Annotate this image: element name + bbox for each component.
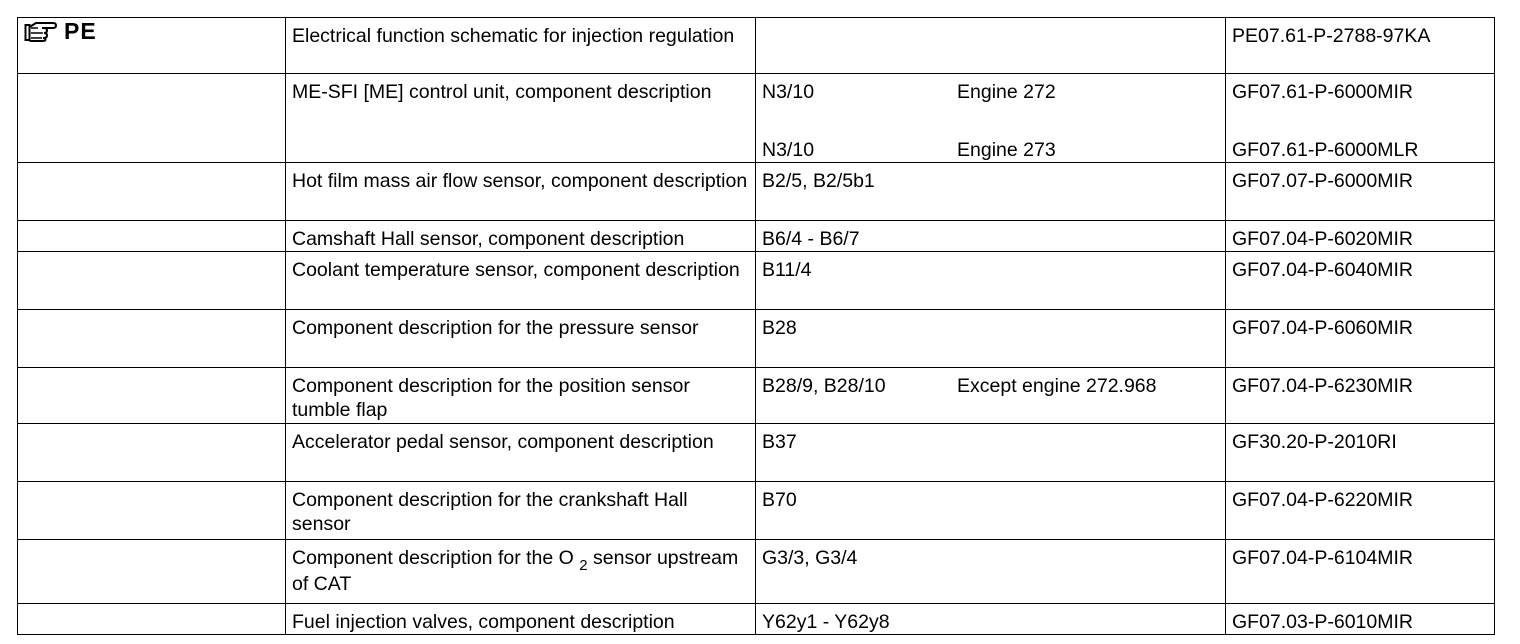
code-cell	[756, 424, 1226, 482]
table-row	[18, 74, 1495, 163]
code-cell	[756, 163, 1226, 221]
code-cell	[756, 540, 1226, 604]
doc-cell	[1226, 368, 1495, 424]
doc-reference: GF07.03-P-6010MIR	[1232, 611, 1413, 633]
component-code: B28/9, B28/10	[762, 375, 886, 397]
reference-table-body	[18, 18, 1495, 635]
tag-cell	[18, 368, 286, 424]
description-cell	[286, 252, 756, 310]
code-cell	[756, 482, 1226, 540]
doc-reference: GF07.04-P-6104MIR	[1232, 547, 1413, 569]
code-entry	[762, 138, 1219, 162]
code-cell	[756, 18, 1226, 74]
component-note	[957, 316, 1219, 340]
row-description: Fuel injection valves, component description	[292, 611, 675, 633]
component-note: Engine 272	[957, 81, 1056, 103]
description-cell	[286, 310, 756, 368]
component-note: Engine 273	[957, 139, 1056, 161]
component-code: B11/4	[762, 259, 812, 281]
component-note	[957, 488, 1219, 512]
code-entry	[762, 258, 1219, 282]
doc-reference: GF07.04-P-6020MIR	[1232, 228, 1413, 250]
tag-cell	[18, 252, 286, 310]
doc-cell	[1226, 74, 1495, 163]
description-text: Component description for the O	[292, 547, 574, 569]
code-entry	[762, 430, 1219, 454]
tag-cell	[18, 74, 286, 163]
doc-cell	[1226, 424, 1495, 482]
description-cell	[286, 540, 756, 604]
tag-cell	[18, 482, 286, 540]
doc-cell	[1226, 604, 1495, 635]
reference-table	[17, 17, 1495, 635]
doc-cell	[1226, 482, 1495, 540]
doc-reference: GF30.20-P-2010RI	[1232, 431, 1397, 453]
tag-cell	[18, 540, 286, 604]
table-row	[18, 482, 1495, 540]
code-entry	[762, 374, 1219, 398]
component-note: Except engine 272.968	[957, 375, 1157, 397]
doc-reference: PE07.61-P-2788-97KA	[1232, 25, 1431, 47]
row-description: Component description for the position sensor tumble flap	[292, 375, 690, 421]
component-code: N3/10	[762, 139, 815, 161]
doc-cell	[1226, 221, 1495, 252]
component-note	[957, 610, 1219, 634]
description-cell	[286, 221, 756, 252]
row-description: ME-SFI [ME] control unit, component description	[292, 81, 712, 103]
subscript-text: 2	[579, 557, 588, 574]
doc-reference: GF07.04-P-6220MIR	[1232, 489, 1413, 511]
code-entry	[762, 80, 1219, 104]
table-row	[18, 252, 1495, 310]
code-entry	[762, 546, 1219, 570]
doc-reference: GF07.04-P-6060MIR	[1232, 317, 1413, 339]
doc-reference: GF07.07-P-6000MIR	[1232, 170, 1413, 192]
component-code: B2/5, B2/5b1	[762, 170, 875, 192]
component-code: Y62y1 - Y62y8	[762, 611, 890, 633]
code-cell	[756, 252, 1226, 310]
tag-cell	[18, 424, 286, 482]
description-cell	[286, 424, 756, 482]
component-code: B70	[762, 489, 797, 511]
table-row	[18, 424, 1495, 482]
component-note	[957, 169, 1219, 193]
tag-cell	[18, 221, 286, 252]
code-cell	[756, 221, 1226, 252]
code-cell	[756, 74, 1226, 163]
doc-cell	[1226, 540, 1495, 604]
pointing-hand-icon	[24, 19, 58, 43]
row-description: Accelerator pedal sensor, component description	[292, 431, 714, 453]
code-cell	[756, 368, 1226, 424]
description-cell	[286, 74, 756, 163]
tag-cell	[18, 163, 286, 221]
table-row	[18, 310, 1495, 368]
row-description: Electrical function schematic for injection regulation	[292, 25, 735, 47]
doc-reference: GF07.04-P-6230MIR	[1232, 375, 1413, 397]
component-note	[957, 227, 1219, 251]
code-entry	[762, 169, 1219, 193]
doc-cell	[1226, 310, 1495, 368]
code-entry	[762, 488, 1219, 512]
table-row	[18, 368, 1495, 424]
description-cell	[286, 482, 756, 540]
tag-cell	[18, 310, 286, 368]
code-cell	[756, 310, 1226, 368]
doc-reference: GF07.61-P-6000MLR	[1232, 139, 1419, 161]
doc-cell	[1226, 18, 1495, 74]
description-cell	[286, 18, 756, 74]
code-cell	[756, 604, 1226, 635]
description-text: sensor upstream of CAT	[292, 547, 739, 595]
code-entry	[762, 610, 1219, 634]
component-note	[957, 430, 1219, 454]
tag-cell	[18, 604, 286, 635]
row-description	[292, 547, 738, 595]
row-description: Hot film mass air flow sensor, component description	[292, 170, 748, 192]
doc-cell	[1226, 163, 1495, 221]
tag-cell	[18, 18, 286, 74]
table-row	[18, 18, 1495, 74]
pe-tag-label: PE	[64, 18, 97, 44]
description-cell	[286, 163, 756, 221]
pe-tag	[24, 19, 279, 43]
code-entry	[762, 227, 1219, 251]
table-row	[18, 163, 1495, 221]
component-code: B28	[762, 317, 797, 339]
doc-reference: GF07.61-P-6000MIR	[1232, 81, 1413, 103]
component-code: G3/3, G3/4	[762, 547, 858, 569]
description-cell	[286, 604, 756, 635]
row-description: Camshaft Hall sensor, component description	[292, 228, 685, 250]
table-row	[18, 540, 1495, 604]
description-cell	[286, 368, 756, 424]
doc-cell	[1226, 252, 1495, 310]
component-code: B37	[762, 431, 797, 453]
component-note	[957, 546, 1219, 570]
component-code: B6/4 - B6/7	[762, 228, 860, 250]
table-row	[18, 221, 1495, 252]
component-code: N3/10	[762, 81, 815, 103]
table-row	[18, 604, 1495, 635]
component-note	[957, 258, 1219, 282]
row-description: Component description for the crankshaft Hall sensor	[292, 489, 688, 535]
doc-reference: GF07.04-P-6040MIR	[1232, 259, 1413, 281]
code-entry	[762, 316, 1219, 340]
row-description: Component description for the pressure sensor	[292, 317, 699, 339]
row-description: Coolant temperature sensor, component description	[292, 259, 740, 281]
